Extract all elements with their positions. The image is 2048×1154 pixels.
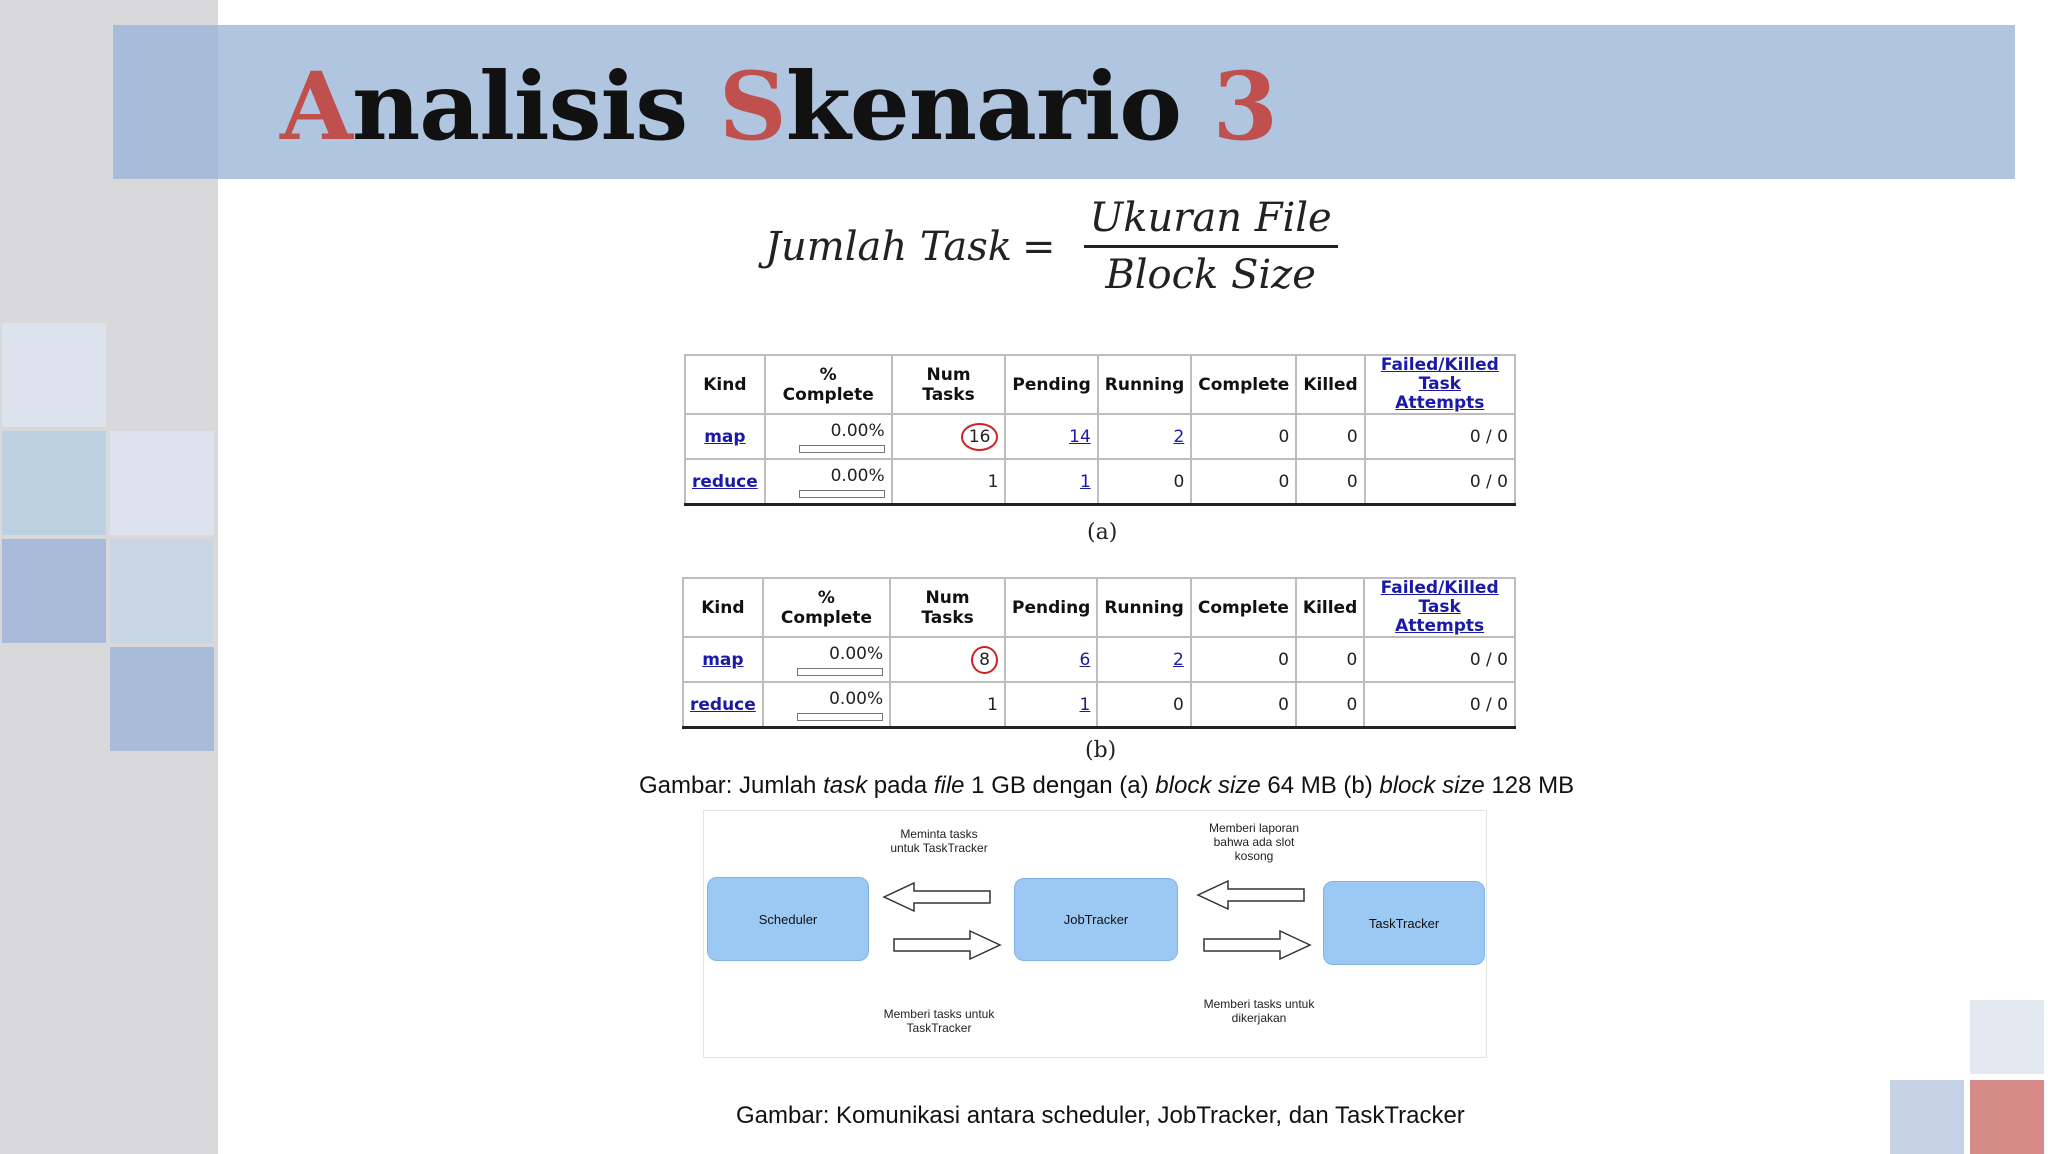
complete-cell: 0	[1191, 414, 1296, 459]
pending-cell	[1005, 682, 1097, 728]
running-cell	[1097, 637, 1191, 682]
col-complete: Complete	[1191, 578, 1296, 637]
attempts-cell: 0 / 0	[1365, 414, 1515, 459]
col-running: Running	[1098, 355, 1192, 414]
formula	[765, 195, 1338, 298]
title-text-nalisis: nalisis	[351, 52, 719, 162]
arrow-left-icon	[1196, 879, 1308, 911]
failed-killed-label: Failed/Killed	[1380, 355, 1499, 375]
decor-square	[2, 539, 106, 643]
table-header-row	[683, 578, 1515, 637]
attempts-cell: 0 / 0	[1364, 637, 1515, 682]
label-request-tasks	[879, 827, 999, 855]
pct-cell	[765, 459, 892, 505]
col-failed-killed-link[interactable]	[1365, 355, 1515, 414]
kind-link-reduce[interactable]: reduce	[692, 471, 758, 492]
slide-title	[280, 52, 1277, 162]
table-row	[685, 459, 1515, 505]
caption1-italic: block size	[1379, 772, 1485, 799]
col-failed-killed-link[interactable]	[1364, 578, 1515, 637]
progress-bar	[797, 668, 883, 676]
pct-value: 0.00%	[830, 465, 885, 486]
job-table-a	[684, 354, 1516, 506]
formula-equals: =	[1022, 223, 1056, 270]
num-tasks-cell	[892, 414, 1006, 459]
attempts-cell: 0 / 0	[1365, 459, 1515, 505]
pending-link[interactable]: 14	[1069, 426, 1091, 447]
label-line: dikerjakan	[1231, 1011, 1287, 1025]
col-pct-complete: % Complete	[765, 355, 892, 414]
task-attempts-label: Task Attempts	[1395, 597, 1485, 636]
formula-fraction	[1084, 195, 1338, 298]
pct-value: 0.00%	[829, 643, 884, 664]
progress-bar	[799, 490, 885, 498]
caption1-part: 64 MB (b)	[1260, 772, 1380, 799]
table-row	[683, 637, 1515, 682]
num-tasks-cell: 1	[890, 682, 1005, 728]
killed-cell: 0	[1296, 459, 1364, 505]
decor-square	[110, 431, 214, 535]
col-running: Running	[1097, 578, 1191, 637]
progress-bar	[797, 713, 883, 721]
running-cell	[1098, 414, 1192, 459]
table-row	[683, 682, 1515, 728]
caption1-italic: task	[823, 772, 868, 799]
col-pct-complete: % Complete	[763, 578, 890, 637]
label-line: bahwa ada slot	[1213, 835, 1295, 849]
task-attempts-label: Task Attempts	[1395, 374, 1485, 413]
col-kind: Kind	[683, 578, 763, 637]
kind-cell	[683, 682, 763, 728]
title-banner-accent	[113, 25, 218, 179]
pending-link[interactable]: 1	[1079, 694, 1091, 715]
label-line: untuk TaskTracker	[890, 841, 988, 855]
decor-square	[1970, 1080, 2044, 1154]
num-tasks-circled-value: 16	[961, 423, 999, 451]
col-num-tasks: Num Tasks	[892, 355, 1006, 414]
caption1-italic: file	[933, 772, 965, 799]
killed-cell: 0	[1296, 637, 1364, 682]
pending-cell	[1005, 637, 1097, 682]
decor-square	[110, 539, 214, 643]
killed-cell: 0	[1296, 682, 1364, 728]
arrow-left-icon	[882, 881, 994, 913]
table-b-label: (b)	[1085, 738, 1117, 763]
label-line: kosong	[1234, 849, 1274, 863]
progress-bar	[799, 445, 885, 453]
arrow-right-icon	[1200, 929, 1312, 961]
decor-square	[110, 647, 214, 751]
kind-link-map[interactable]: map	[702, 649, 744, 670]
col-kind: Kind	[685, 355, 765, 414]
pct-cell	[763, 682, 890, 728]
title-letter-a: A	[280, 52, 352, 162]
table-row	[685, 414, 1515, 459]
title-letter-s: S	[718, 52, 786, 162]
kind-cell	[685, 459, 765, 505]
caption1-part: 1 GB dengan (a)	[964, 772, 1156, 799]
failed-killed-label: Failed/Killed	[1380, 578, 1499, 598]
running-link[interactable]: 2	[1173, 649, 1184, 670]
num-tasks-circled-value: 8	[971, 646, 998, 674]
label-line: Memberi tasks untuk	[1203, 997, 1315, 1011]
pct-value: 0.00%	[830, 420, 885, 441]
decor-square	[2, 323, 106, 427]
label-give-tasks	[874, 1007, 1004, 1035]
col-killed: Killed	[1296, 355, 1364, 414]
job-table-b	[682, 577, 1516, 729]
caption1-italic: block size	[1155, 772, 1261, 799]
table-header-row	[685, 355, 1515, 414]
caption1-part: pada	[867, 772, 934, 799]
label-line: Memberi laporan	[1208, 821, 1300, 835]
decor-square	[1970, 1000, 2044, 1074]
decor-square	[1890, 1080, 1964, 1154]
caption1-part: Gambar: Jumlah	[639, 772, 824, 799]
kind-link-reduce[interactable]: reduce	[690, 694, 756, 715]
pct-value: 0.00%	[829, 688, 884, 709]
pending-cell	[1005, 414, 1097, 459]
formula-denominator: Block Size	[1105, 252, 1316, 298]
title-number: 3	[1212, 52, 1278, 162]
complete-cell: 0	[1191, 459, 1296, 505]
label-report-slot	[1194, 821, 1314, 863]
tasktracker-node: TaskTracker	[1323, 881, 1485, 965]
caption1-part: 128 MB	[1484, 772, 1575, 799]
jobtracker-node: JobTracker	[1014, 878, 1178, 961]
num-tasks-cell	[890, 637, 1005, 682]
label-tasks-to-execute	[1194, 997, 1324, 1025]
kind-link-map[interactable]: map	[704, 426, 746, 447]
attempts-cell: 0 / 0	[1364, 682, 1515, 728]
num-tasks-cell: 1	[892, 459, 1006, 505]
kind-cell	[685, 414, 765, 459]
formula-lhs: Jumlah Task	[765, 223, 1013, 270]
table-a-label: (a)	[1087, 520, 1118, 545]
running-cell: 0	[1098, 459, 1192, 505]
scheduler-node: Scheduler	[707, 877, 869, 961]
caption-task-count	[639, 772, 1574, 800]
label-line: Memberi tasks untuk	[883, 1007, 995, 1021]
title-text-kenario: kenario	[785, 52, 1213, 162]
arrow-right-icon	[890, 929, 1002, 961]
col-complete: Complete	[1191, 355, 1296, 414]
label-line: TaskTracker	[906, 1021, 972, 1035]
killed-cell: 0	[1296, 414, 1364, 459]
running-cell: 0	[1097, 682, 1191, 728]
communication-diagram	[703, 810, 1487, 1058]
pct-cell	[763, 637, 890, 682]
decor-square	[2, 431, 106, 535]
label-line: Meminta tasks	[900, 827, 978, 841]
col-pending: Pending	[1005, 578, 1097, 637]
kind-cell	[683, 637, 763, 682]
complete-cell: 0	[1191, 637, 1296, 682]
pending-cell	[1005, 459, 1097, 505]
complete-cell: 0	[1191, 682, 1296, 728]
col-pending: Pending	[1005, 355, 1097, 414]
formula-numerator: Ukuran File	[1084, 195, 1338, 248]
pct-cell	[765, 414, 892, 459]
caption-communication: Gambar: Komunikasi antara scheduler, JobTracker, dan TaskTracker	[736, 1102, 1465, 1129]
pending-link[interactable]: 6	[1079, 649, 1091, 670]
running-link[interactable]: 2	[1173, 426, 1185, 447]
col-num-tasks: Num Tasks	[890, 578, 1005, 637]
pending-link[interactable]: 1	[1079, 471, 1091, 492]
col-killed: Killed	[1296, 578, 1364, 637]
